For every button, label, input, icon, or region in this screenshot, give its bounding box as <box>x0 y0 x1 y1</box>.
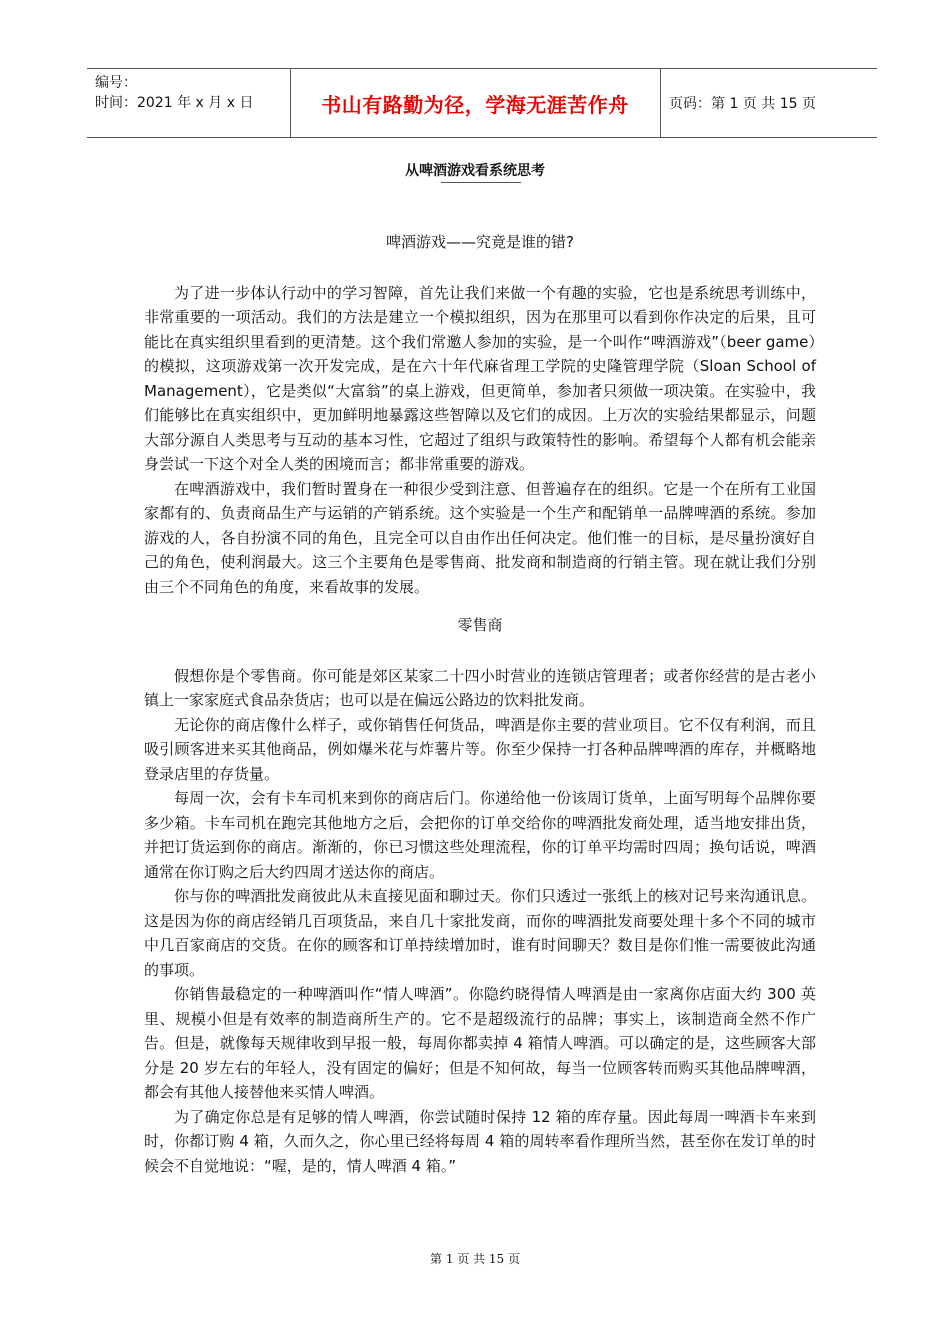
page-footer: 第 1 页 共 15 页 <box>430 1252 520 1266</box>
paragraph: 为了进一步体认行动中的学习智障，首先让我们来做一个有趣的实验，它也是系统思考训练中，非常重要的一项活动。我们的方法是建立一个模拟组织，因为在那里可以看到你作决定的后果，且可能比在真实组织里看到的更清楚。这个我们常邀人参加的实验，是一个叫作“啤酒游戏”（beer game）的模拟，这项游戏第一次开发完成，是在六十年代麻省理工学院的史隆管理学院（Sloan School of Management），它是类似“大富翁”的桌上游戏，但更简单，参加者只须做一项决策。在实验中，我们能够比在真实组织中，更加鲜明地暴露这些智障以及它们的成因。上万次的实验结果都显示，问题大部分源自人类思考与互动的基本习性，它超过了组织与政策特性的影响。希望每个人都有机会能亲身尝试一下这个对全人类的困境而言；都非常重要的游戏。 <box>144 283 816 473</box>
paragraph: 假想你是个零售商。你可能是郊区某家二十四小时营业的连锁店管理者；或者你经营的是古老小镇上一家家庭式食品杂货店；也可以是在偏远公路边的饮料批发商。 <box>144 666 816 709</box>
header-motto: 书山有路勤为径，学海无涯苦作舟 <box>321 92 629 117</box>
header-meta <box>95 73 295 113</box>
document-title: 从啤酒游戏看系统思考 <box>405 163 545 179</box>
section-heading: 啤酒游戏——究竟是谁的错? <box>386 233 574 251</box>
paragraph: 为了确定你总是有足够的情人啤酒，你尝试随时保持 12 箱的库存量。因此每周一啤酒卡车来到时，你都订购 4 箱，久而久之，你心里已经将每周 4 箱的周转率看作理所当然，甚至你在发订单的时候会不自觉地说：“喔，是的，情人啤酒 4 箱。” <box>144 1107 816 1175</box>
document-body <box>144 230 816 1178</box>
header-divider <box>660 69 661 137</box>
paragraph: 在啤酒游戏中，我们暂时置身在一种很少受到注意、但普遍存在的组织。它是一个在所有工业国家都有的、负责商品生产与运销的产销系统。这个实验是一个生产和配销单一品牌啤酒的系统。参加游戏的人，各自扮演不同的角色，且完全可以自由作出任何决定。他们惟一的目标，是尽量扮演好自己的角色，使利润最大。这三个主要角色是零售商、批发商和制造商的行销主管。现在就让我们分别由三个不同角色的角度，来看故事的发展。 <box>144 479 816 596</box>
paragraph: 每周一次，会有卡车司机来到你的商店后门。你递给他一份该周订货单，上面写明每个品牌你要多少箱。卡车司机在跑完其他地方之后，会把你的订单交给你的啤酒批发商处理，适当地安排出货，并把订货运到你的商店。渐渐的，你已习惯这些处理流程，你的订单平均需时四周；换句话说，啤酒通常在你订购之后大约四周才送达你的商店。 <box>144 789 816 881</box>
document-header <box>87 68 877 138</box>
paragraph: 你销售最稳定的一种啤酒叫作“情人啤酒”。你隐约晓得情人啤酒是由一家离你店面大约 300 英里、规模小但是有效率的制造商所生产的。它不是超级流行的品牌；事实上，该制造商全然不作广告。但是，就像每天规律收到早报一般，每周你都卖掉 4 箱情人啤酒。可以确定的是，这些顾客大部分是 20 岁左右的年轻人，没有固定的偏好；但是不知何故，每当一位顾客转而购买其他品牌啤酒，都会有其他人接替他来买情人啤酒。 <box>144 985 816 1101</box>
header-page-info: 页码：第 1 页 共 15 页 <box>669 96 816 112</box>
paragraph: 无论你的商店像什么样子，或你销售任何货品，啤酒是你主要的营业项目。它不仅有利润，而且吸引顾客进来买其他商品，例如爆米花与炸薯片等。你至少保持一打各种品牌啤酒的库存，并概略地登录店里的存货量。 <box>144 715 816 783</box>
document-date: 时间：2021 年 x 月 x 日 <box>95 95 254 111</box>
document-number-label: 编号： <box>95 75 137 91</box>
paragraph: 你与你的啤酒批发商彼此从未直接见面和聊过天。你们只透过一张纸上的核对记号来沟通讯息。这是因为你的商店经销几百项货品，来自几十家批发商，而你的啤酒批发商要处理十多个不同的城市中几百家商店的交货。在你的顾客和订单持续增加时，谁有时间聊天？数目是你们惟一需要彼此沟通的事项。 <box>144 887 816 979</box>
section-heading: 零售商 <box>457 616 503 634</box>
title-underline <box>441 182 521 183</box>
